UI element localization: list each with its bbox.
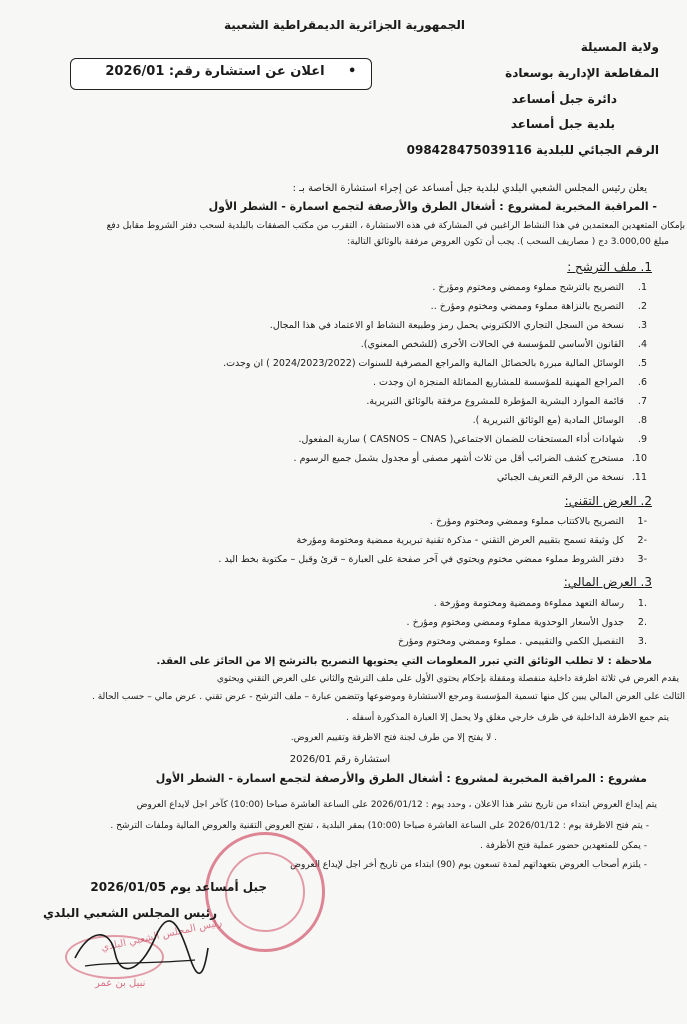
section1-item [432, 282, 647, 293]
note-p1: يقدم العرض في ثلاثة اظرفة داخلية منفصلة ومقفلة بإحكام يحتوي الأول على ملف الترشح والثاني على العرض التقني ويحتوي [216, 674, 679, 684]
consultation-l4: - يلتزم أصحاب العروض بتعهداتهم لمدة تسعون يوم (90) ابتداء من تاريخ أخر اجل لإيداع العروض [290, 860, 647, 870]
place-date: جبل أمساعد يوم 2026/01/05 [90, 880, 267, 894]
item-num: 8. [637, 415, 647, 426]
item-text: جدول الأسعار الوحدوية مملوء وممضي ومختوم ومؤرخ . [406, 617, 624, 628]
item-text: الوسائل المالية مبررة بالحصائل المالية والمراجع المصرفية للسنوات (2024/2023/2022 ) ان وجدت. [223, 358, 624, 369]
intro-line4: مبلغ 3.000,00 دج ( مصاريف السحب ). يجب أن تكون العروض مرفقة بالوثائق التالية: [347, 237, 669, 247]
section1-item [270, 320, 647, 331]
section2-item [296, 535, 647, 546]
stamp-text: رئيس المجلس الشعبي البلدي [100, 917, 224, 954]
item-text: التفصيل الكمي والتقييمي . مملوء وممضي ومختوم ومؤرخ [397, 636, 624, 647]
item-num: 5. [637, 358, 647, 369]
item-num: 3. [637, 320, 647, 331]
consultation-l2: - يتم فتح الاظرفة يوم : 2026/01/12 على الساعة العاشرة صباحا (10:00) بمقر البلدية ، تفتح العروض التقنية والعروض المالية وملفات الترشح . [110, 821, 649, 831]
item-num: 2. [637, 301, 647, 312]
section3-item [434, 598, 647, 609]
section1-item [373, 377, 647, 388]
section2-title: 2. العرض التقني: [564, 494, 652, 508]
item-text: نسخة من السجل التجاري الالكتروني يحمل رمز وطبيعة النشاط او الاعتماد في هذا المجال. [269, 320, 624, 331]
item-num: 1. [637, 282, 647, 293]
item-num: 11. [631, 472, 647, 483]
intro-project: - المراقبة المخبرية لمشروع : أشغال الطرق والأرصفة لتجمع اسمارة - الشطر الأول [208, 200, 657, 213]
item-num: -1 [637, 516, 647, 527]
section3-title: 3. العرض المالي: [563, 575, 652, 589]
item-num: -2 [637, 535, 647, 546]
section2-item [218, 554, 647, 565]
section1-item [497, 472, 647, 483]
wilaya: ولاية المسيلة [580, 40, 659, 54]
section1-item [431, 301, 647, 312]
signature-mark [70, 918, 210, 978]
note-p2: الثالث على العرض المالي يبين كل منها تسمية المؤسسة ومرجع الاستشارة وموضوعها وتتضمن عبارة – ملف الترشح - عرض تقني . عرض مالي – حسب الحالة . [91, 692, 685, 702]
intro-line3: بإمكان المتعهدين المعتمدين في هذا النشاط الراغبين في المشاركة في هذه الاستشارة ، التقرب من مكتب الصفقات بالبلدية لسحب دفتر الشروط مقابل دفع [106, 221, 685, 231]
consultation-ref: استشارة رقم 2026/01 [289, 754, 391, 765]
item-text: التصريح بالنزاهة مملوء وممضي ومختوم ومؤرخ .. [430, 301, 624, 312]
title-text: اعلان عن استشارة رقم: 2026/01 [105, 64, 325, 79]
section1-item [366, 396, 647, 407]
note-p4: . لا يفتح إلا من طرف لجنة فتح الاظرفة وتقييم العروض. [290, 733, 497, 743]
item-num: .2 [637, 617, 647, 628]
section1-item [223, 358, 647, 369]
section1-item [361, 339, 647, 350]
signature-name: نبيل بن عمر [95, 978, 146, 989]
item-num: 9. [637, 434, 647, 445]
section1-title: 1. ملف الترشح : [567, 260, 652, 274]
section2-item [430, 516, 647, 527]
note: ملاحظة : لا تطلب الوثائق التي تبرر المعلومات التي يحتويها التصريح بالترشح إلا من الحائز على العقد. [156, 656, 652, 667]
item-text: نسخة من الرقم التعريف الجبائي [496, 472, 624, 483]
item-num: 7. [637, 396, 647, 407]
item-text: التصريح بالاكتتاب مملوء وممضي ومختوم ومؤرخ . [429, 516, 624, 527]
item-num: 6. [637, 377, 647, 388]
district: المقاطعة الإدارية بوسعادة [505, 66, 659, 80]
item-text: الوسائل المادية (مع الوثائق التبريرية ). [472, 415, 624, 426]
item-text: كل وثيقة تسمح بتقييم العرض التقني - مذكرة تقنية تبريرية ممضية ومختومة ومؤرخة [296, 535, 624, 546]
intro-line1: يعلن رئيس المجلس الشعبي البلدي لبلدية جبل أمساعد عن إجراء استشارة الخاصة بـ : [292, 183, 647, 194]
section3-item [407, 617, 647, 628]
item-text: دفتر الشروط مملوء ممضي مختوم ويحتوي في آخر صفحة على العبارة – قرئ وقبل – مكتوبة بخط اليد . [218, 554, 624, 565]
item-num: 10. [631, 453, 647, 464]
consultation-l1: يتم إيداع العروض ابتداء من تاريخ نشر هذا الاعلان ، وحدد يوم : 2026/01/12 على الساعة العاشرة صباحا (10:00) كآخر اجل لايداع العروض [136, 800, 657, 810]
item-text: المراجع المهنية للمؤسسة للمشاريع المماثلة المنجزة ان وجدت . [373, 377, 624, 388]
item-text: شهادات أداء المستحقات للضمان الاجتماعي( CASNOS – CNAS ) سارية المفعول. [298, 434, 624, 445]
consultation-l3: - يمكن للمتعهدين حضور عملية فتح الأظرفة . [479, 841, 647, 851]
signer-title: رئيس المجلس الشعبي البلدي [43, 906, 217, 920]
baladia: بلدية جبل أمساعد [510, 117, 615, 131]
item-num: -3 [637, 554, 647, 565]
note-p3: يتم جمع الاظرفة الداخلية في ظرف خارجي مغلق ولا يحمل إلا العبارة المذكورة أسفله . [346, 713, 669, 723]
item-text: رسالة التعهد مملوءة وممضية ومختومة ومؤرخة . [433, 598, 624, 609]
section1-item [299, 434, 647, 445]
item-text: القانون الأساسي للمؤسسة في الحالات الأخرى (للشخص المعنوي). [360, 339, 624, 350]
title-bullet: • [348, 64, 357, 79]
daira: دائرة جبل أمساعد [511, 92, 617, 106]
consultation-project: مشروع : المراقبة المخبرية لمشروع : أشغال الطرق والأرصفة لتجمع اسمارة - الشطر الأول [155, 772, 647, 785]
item-num: 4. [637, 339, 647, 350]
item-text: التصريح بالترشح مملوء وممضي ومختوم ومؤرخ . [432, 282, 624, 293]
section1-item [473, 415, 647, 426]
item-text: قائمة الموارد البشرية المؤطرة للمشروع مرفقة بالوثائق التبريرية. [366, 396, 624, 407]
tax-id: الرقم الجبائي للبلدية 098428475039116 [406, 143, 659, 157]
section1-item [294, 453, 647, 464]
republic-header: الجمهورية الجزائرية الديمقراطية الشعبية [223, 18, 465, 32]
section3-item [398, 636, 647, 647]
item-text: مستخرج كشف الضرائب أقل من ثلاث أشهر مصفى أو مجدول بشمل جميع الرسوم . [293, 453, 624, 464]
item-num: .1 [637, 598, 647, 609]
item-num: .3 [637, 636, 647, 647]
